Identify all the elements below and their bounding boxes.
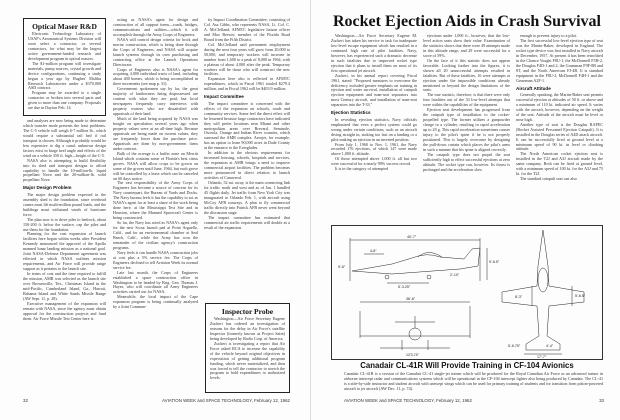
paragraph: So far, the Navy has acted as NASA's agent only for the new Scout launch pad at Point Arguello, Calif., and for an environmental chamber at Seal Beach, Calif., while the Army has won the remainder of the civilian agency's construction programs. bbox=[113, 220, 198, 250]
right-column-3 bbox=[516, 34, 603, 223]
paragraph: The standard catapult seat can also bbox=[520, 176, 577, 182]
paragraph: and analyses are now being made to determine which transfer mode presents the least problems. The C-5 vehicle will weigh 6-7 million lb., which would require a substantial rail bed if rail transport is chosen. Although it probably would be less expensive to dig a canal, unknown design factors exist in barge keel angle and effects of the wind on a vehicle 350 ft. high—height of the C-5. bbox=[23, 119, 106, 158]
paragraph: Bulk of the acreage is a buffer zone on Merritt Island which contains some of Florida's best citrus groves. NASA will allow crops to be grown on some of the groves until June, 1964, but each grove will be controlled by a lease which can be canceled on 60 days notice. bbox=[113, 150, 198, 181]
paragraph: On the face of it this statistic does not appear favorable. Looking further into the figures, it is shown all 20 unsuccessful attempts resulted in fatalities. But of these fatalities, 16 were attempts at ejection under the impossible conditions already mentioned or beyond the design limitations of the seats. bbox=[423, 57, 510, 93]
section-heading: Ejection Statistics bbox=[331, 110, 371, 116]
dim-wing-root: 8'-3" bbox=[515, 295, 523, 299]
publication-footer: AVIATION WEEK and SPACE TECHNOLOGY, February 12, 1962 bbox=[344, 398, 472, 403]
dim-chord: 5'-6.5" bbox=[575, 294, 586, 298]
optical-maser-sidebar bbox=[23, 18, 106, 116]
sidebar-title: Optical Maser R&D bbox=[32, 22, 97, 31]
paragraph: NASA also is attempting to build flexibility into its shed and transport designs to afford capability to handle the 10-million-lb. liquid propellant Nova and the 20-million-lb. solid propellant Nova. bbox=[23, 157, 106, 183]
dim-length: 40'-7" bbox=[407, 235, 417, 239]
paragraph: The catapult type does not propel the seat sufficiently high to effect successful ejections at zero altitude. The rocket type can, however. Its thrust is prolonged and the acceleration slow bbox=[423, 151, 510, 172]
paragraph: Meanwhile, the local impact of the Cape expansion program is being continually analyzed by a Joint Commun- bbox=[113, 294, 198, 310]
paragraph: The first successful low-level ejection type of seat was the Martin-Baker, developed in England. The rocket type device was first installed in Navy aircraft in December, 1957. At present it has been retrofitted in the Chance Vought F8U-1, the McDonnell F3H-2, the Douglas F4D-1 and 2, the Grumman F9F-8B and 8T, and the North American FJ-4B. It is standard equipment in the F8U-2, McDonnell F4H-1 and the Grumman A2F-1. bbox=[516, 37, 603, 83]
paragraph: Generally speaking, the Martin-Baker seat permits successful ejection at altitudes of 50 ft. or above and a minimum of 110 kt. indicated air speed. It varies with the aircraft, however, depending on the weight of the seat. Attitude of the aircraft must be level or nose high. bbox=[516, 91, 603, 122]
dim-wheelbase: 5'-3.25" bbox=[398, 285, 411, 289]
paragraph: Electronic Technology Laboratory of USAF's Aeronautical Systems Division will soon select a contractor, or several contractors, for what may be the largest active government-funded research and development program in optical masers. bbox=[28, 31, 101, 61]
right-page bbox=[310, 0, 620, 420]
paragraph: From July 1, 1960 to Nov. 1, 1961, the Navy recorded 176 ejections, of which 147 were made above 1,000 ft. altitude. bbox=[331, 141, 417, 157]
paragraph: The impact committee is concerned with the effects of the expansion on schools, roads and community services. Some feel the direct effect will be lessened because large contractors have indicated they will prefer locations near Miami and other metropolitan areas over Brevard, Seminole, Osceola, Orange and Indian River counties, which surround the AMR complex. Aerojet, for example, has an option to lease 90,000 acres in Dade County at the entrance to the Everglades. bbox=[204, 100, 290, 151]
paragraph: Another type of seat is the Douglas RAPEC (Rocket Assisted Personnel Ejection Catapult). It is installed in the Douglas series of A4D attack aircraft. It can be successfully fired at ground level at a minimum speed of 90 kt. in level or climbing attitude. bbox=[516, 121, 603, 152]
paragraph: ejections under 1,000 ft., however, that the low-level action seats show their value. Examination of the statistics shows that there were 49 attempts made in this altitude range, and 29 were successful for a score of 59%. bbox=[423, 34, 510, 58]
left-column-1 bbox=[23, 119, 106, 393]
dim-span: 36'-6" bbox=[406, 297, 416, 301]
paragraph: In addition to the obvious requirements for increased housing, schools, hospitals and services, the expansion at AMR brings a need to improve commercial airport facilities. The problem becomes more pronounced in direct relation to launch activities of Canaveral. bbox=[204, 150, 290, 181]
inspector-probe-sidebar bbox=[205, 303, 290, 393]
paragraph: Executive management of the expansion will remain with NASA, since the agency must obtain approval for the construction projects and fund them. Air Force Missile Test Center here is bbox=[23, 300, 106, 321]
paragraph: Ejection seat development has progressed from the catapult type of installation to the rocket-propelled type. The former utilizes a gunpowder charge in a cylinder, resulting in rapid acceleration up to 20 g. This rapid acceleration sometimes causes injury to the pilot's spine if he is not properly positioned. This is largely overcome by designing the pull-down curtain which places the pilot's arms in such a manner that his spine is aligned correctly. bbox=[423, 107, 510, 152]
paragraph: The true statistic, therefore, is that there were only four fatalities out of the 33 low-level attempts that were within the capabilities of the equipment. bbox=[423, 92, 510, 108]
front-view bbox=[360, 297, 470, 357]
top-view bbox=[502, 230, 586, 359]
dim-tail-1: 5'-6.75" bbox=[508, 344, 521, 348]
paragraph: The impact committee has estimated that commercial air traffic requirements will double as a result of the expansion. bbox=[204, 214, 290, 230]
paragraph: NASA will control design criteria for brick and mortar construction, which is being done through the Corps of Engineers, and NASA will acquire launch systems through its own purchasing and contracting office at the Launch Operations Directorate. bbox=[113, 36, 198, 67]
paragraph: Late last month, the Corps of Engineers established a space construction office in Washington to be headed by Brig. Gen. Thomas J. Hayes, who will coordinate all Army Engineers activities carried out for NASA. bbox=[113, 269, 198, 295]
section-heading: Aircraft Attitude bbox=[516, 85, 551, 91]
paragraph: Washington—Air Force Secretary Eugene M. Zuckert has taken his service to task for inadequate low-level escape equipment which has resulted in a continued high rate of pilot fatalities. Navy, however, has experienced such a dramatic decrease in such fatalities due to improved rocket type ejection that it plans to install them on most of its first operational jet aircraft. bbox=[331, 34, 417, 73]
dim-height: 9'-6.5" bbox=[489, 260, 500, 264]
paragraph: Zuckert is investigating a report that Air Force asked RCA to increase the capability of the vehicle beyond original objectives in expectation of getting additional program funding, which never materialized, and then was forced to tell the contractor to stretch the program to hold expenditures to authorized levels. bbox=[210, 340, 285, 381]
dim-canopy: 4-8" bbox=[370, 249, 377, 253]
paragraph: In revealing ejection statistics, Navy officials emphasized that even a perfect system could go wrong under certain conditions, such as an aircraft diving straight in, sinking too fast on a landing or a pilot making an ejection in an inverted position. bbox=[331, 116, 417, 142]
dim-gear: 9'-6" bbox=[338, 265, 346, 269]
paragraph: It is in the category of attempted bbox=[335, 166, 389, 172]
aircraft-three-view-drawing bbox=[331, 225, 603, 360]
paragraph: Navy feels it can handle NASA construction jobs at cost plus a 5% service fee. The Corps of Engineers declined to tell Aviation Week its normal service fee. bbox=[113, 249, 198, 270]
paragraph: Orlando, 52 mi. away, is the main connecting link for traffic north and west and as of Jan. 1 handled 45 flights daily. Jet traffic from New York City was inaugurated to Orlando Feb. 1, with aircraft using McCoy AFB runways. A plan to fly commercial traffic directly into Patrick AFB never went beyond the discussion stage. bbox=[204, 180, 290, 215]
dim-track: 12'3.74" bbox=[406, 353, 419, 357]
paragraph: Program may be awarded to a single contractor or broken into several parts and given to more than one company. Proposals are due in Dayton Feb. 14. bbox=[28, 90, 101, 111]
left-column-3 bbox=[204, 18, 290, 300]
dim-tail-2: 4'-4" bbox=[546, 344, 554, 348]
publication-footer: AVIATION WEEK and SPACE TECHNOLOGY, February 12, 1962 bbox=[162, 398, 290, 403]
paragraph: The $1-million program will investigate materials, pump sources, crystal growth and device configurations, continuing a study begun a year ago by Hughes' Malibu Research Laboratories under a $370,000 ASD contract. bbox=[28, 60, 101, 91]
paragraph: The vast responsibility of the Army Corps of Engineers has become a source of concern for its Navy counterpart, the Bureau of Yards and Docks. The Navy bureau feels it has the capability to act as NASA's agent for at least a share of the work being done here, at the Mississippi Test Site and in Houston, where the Manned Spacecraft Center is being constructed. bbox=[113, 180, 198, 221]
paragraph: The North American rocket ejection seat is installed in the T2J and A3J aircraft made by the same company. Both can be fired at ground level, with a minimum speed of 100 kt. for the A3J and 75 kt. for the T2J. bbox=[516, 151, 603, 177]
paragraph: Of those attempted above 1,000 ft. all but two were successful for a nearly 99% success record. bbox=[331, 156, 417, 167]
paragraph: Corps of Engineers also is NASA's agent for acquiring 4,000 individual tracts of land, including about 400 homes, which is being accomplished in three increments (see map p. 31). bbox=[113, 66, 198, 87]
figure-caption: Canadair CL-41R is a version of the Canadair CL-41 single-jet trainer which will be produced for the Royal Canadian Air Force as an advanced trainer in airborne intercept radar and communications systems which will be operational in the CF-104 intercept fighter also being produced by Canadair. The CL-41 is a side-by-side instructor and student aircraft with unswept wings which can be used for primary training of students and for transition from piston-powered aircraft to jet aircraft (AW Dec. 11, p. 74). bbox=[344, 371, 603, 391]
right-column-2 bbox=[423, 34, 510, 223]
paragraph: enough to prevent injury to a pilot. bbox=[520, 34, 577, 38]
paragraph: The major design problem expected in the assembly shed is the foundation, since overhead cranes must lift multi-million pound loads, and the buildings must withstand winds of hurricane force. bbox=[23, 191, 106, 217]
paragraph: Col. McClelland said permanent employment during the next four years will grow from 20,000 to 50,000, and temporary workers will increase in number from 1,600 to a peak of 8,000 in 1964, with a plateau of about 4,000 after the peak. Temporary workers will be those who will construct the new facilities. bbox=[204, 41, 290, 77]
article-headline: Rocket Ejection Aids in Crash Survival bbox=[332, 13, 601, 30]
dim-tail-span: 17'-7" bbox=[537, 355, 547, 359]
paragraph: ity Impact Coordination Committee, consisting of Col. Asa Gibbs, who represents NASA, Lt. Col. C. A. McClelland, AFMTC legislative liaison officer and Max Brewer, member of the Florida Road Board from the Fifth District. bbox=[204, 18, 290, 42]
section-heading: Impact Committee bbox=[204, 94, 244, 100]
sidebar-body bbox=[210, 317, 285, 381]
paragraph: Government spokesmen say by far, the great majority of landowners being dispossessed are content with what they are paid, but local newspapers frequently carry interviews with property owners who are dissatisfied with appraisals of their land. bbox=[113, 86, 198, 117]
section-heading: Major Design Problem bbox=[23, 185, 72, 191]
paragraph: Zuckert, in his annual report covering Fiscal 1961, stated: "Proposed measures to overcome the deficiency included greater emphasis on training in ejection and water survival, installation of catapult ejection equipment and man-seat separators into most Century aircraft, and installation of man-seat separators into the T-33." bbox=[331, 72, 417, 108]
paragraph: In terms of cost and the time required to fulfill the mission, AMR was selected as the launch site over Brownsville, Tex., Christmas Island in the mid-Pacific, Cumberland Island, Ga., Hawaii, Bahama Island and White Sands Missile Range (AW Sept. 11, p. 28). bbox=[23, 271, 106, 301]
dim-ground: 2'-10" bbox=[450, 273, 460, 277]
paragraph: Much of the land being acquired by NASA was bought on speculation several years ago when property values were at an all-time high. Because appraisals are being made on current values, they are frequently lower than the purchase price. Appraisals are done by non-government firms under contract. bbox=[113, 116, 198, 151]
page-number: 32 bbox=[23, 398, 28, 403]
left-column-2 bbox=[113, 18, 198, 393]
paragraph: acting as NASA's agent for design and construction of all support items—roads, bridges, communications and utilities—which it will accomplish through the Army Corps of Engineers. bbox=[113, 18, 198, 37]
right-column-1 bbox=[331, 34, 417, 223]
side-view bbox=[338, 235, 500, 289]
sidebar-body bbox=[28, 32, 101, 111]
paragraph: Expansion here also is reflected in AFMTC expenditures, which in Fiscal 1961 totaled $279.4 million, and in Fiscal 1962 will be $403.9 million. bbox=[204, 76, 290, 92]
sidebar-title: Inspector Probe bbox=[221, 307, 274, 316]
paragraph: Planning for the vast expansion of launch facilities here began within weeks after President Kennedy announced the approval of the Apollo manned lunar landing mission as a national goal. Joint NASA-Defense Department agreement was effected in which NASA outlines mission requirements, and Air Force will provide range support as it pertains to the launch site. bbox=[23, 231, 106, 272]
figure-caption-title: Canadair CL-41R Will Provide Training in CF-104 Avionics bbox=[360, 361, 574, 370]
paragraph: The plan now is to drive piles to bedrock, about 150-200 ft. below the surface, cap the piles and use them for the foundation. bbox=[23, 216, 106, 232]
paragraph: Washington—Air Force Secretary Eugene Zuckert has ordered an investigation of reasons for the delay in Air Force's satellite Inspector (formerly known as Project Saint) being developed by Radio Corp. of America. bbox=[210, 316, 285, 341]
page-number: 33 bbox=[599, 398, 604, 403]
